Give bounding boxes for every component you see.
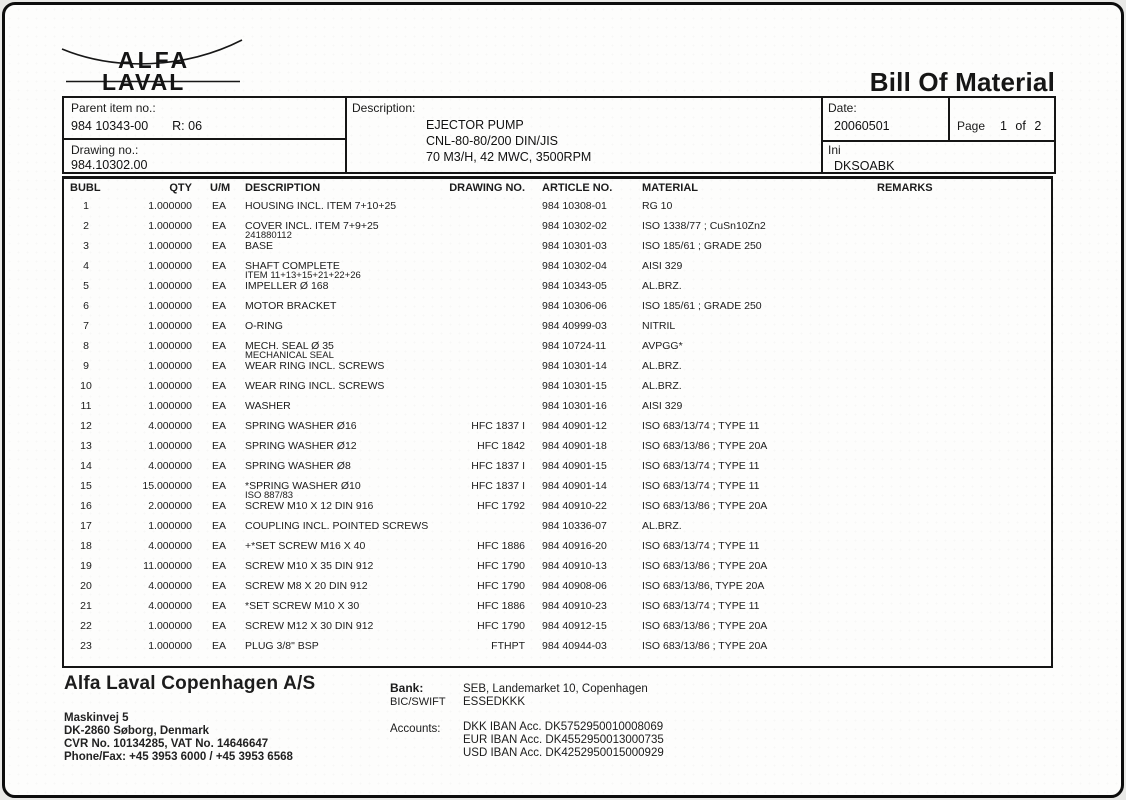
address-line: Maskinvej 5 [64, 712, 129, 724]
table-row [64, 260, 1051, 280]
row-bubl: 13 [80, 440, 92, 452]
row-article-no: 984 40999-03 [542, 320, 607, 332]
row-qty: 1.000000 [148, 520, 192, 532]
row-qty: 4.000000 [148, 580, 192, 592]
row-description [245, 361, 435, 371]
row-bubl: 10 [80, 380, 92, 392]
row-um: EA [212, 460, 227, 472]
description-line: PLUG 3/8" BSP [245, 640, 319, 652]
row-bubl: 9 [83, 360, 89, 372]
row-drawing-no: HFC 1886 [477, 600, 525, 612]
row-description [245, 321, 435, 331]
date-value: 20060501 [834, 119, 890, 133]
row-um: EA [212, 200, 227, 212]
row-description [245, 281, 435, 291]
description-line: 241880112 [245, 230, 292, 241]
row-description [245, 461, 435, 471]
description-line: SPRING WASHER Ø12 [245, 440, 357, 452]
column-header-um: U/M [210, 182, 231, 194]
row-article-no: 984 40901-15 [542, 460, 607, 472]
table-row [64, 300, 1051, 320]
document-header-band [62, 96, 1056, 174]
row-bubl: 5 [83, 280, 89, 292]
description-line: WEAR RING INCL. SCREWS [245, 360, 385, 372]
row-um: EA [212, 360, 227, 372]
row-bubl: 20 [80, 580, 92, 592]
row-drawing-no: HFC 1837 I [471, 420, 525, 432]
description-line: HOUSING INCL. ITEM 7+10+25 [245, 200, 397, 212]
description-line: *SET SCREW M10 X 30 [245, 600, 360, 612]
row-bubl: 2 [83, 220, 89, 232]
row-material: AISI 329 [642, 260, 683, 272]
row-um: EA [212, 580, 227, 592]
row-qty: 1.000000 [148, 380, 192, 392]
row-qty: 1.000000 [148, 400, 192, 412]
description-line: +*SET SCREW M16 X 40 [245, 540, 366, 552]
row-um: EA [212, 600, 227, 612]
row-qty: 4.000000 [148, 460, 192, 472]
bank-value: SEB, Landemarket 10, Copenhagen [463, 683, 648, 695]
row-description [245, 521, 435, 531]
row-description [245, 541, 435, 551]
description-line: MECHANICAL SEAL [245, 350, 334, 361]
table-row [64, 200, 1051, 220]
description-line: SPRING WASHER Ø16 [245, 420, 357, 432]
date-label: Date: [828, 101, 857, 115]
row-description [245, 481, 435, 500]
table-row [64, 420, 1051, 440]
row-um: EA [212, 480, 227, 492]
description-line: COUPLING INCL. POINTED SCREWS [245, 520, 429, 532]
table-row [64, 620, 1051, 640]
column-header-remarks: REMARKS [877, 182, 933, 194]
table-row [64, 440, 1051, 460]
row-material: AVPGG* [642, 340, 683, 352]
description-line: MOTOR BRACKET [245, 300, 337, 312]
row-bubl: 21 [80, 600, 92, 612]
row-drawing-no: HFC 1790 [477, 560, 525, 572]
scanned-page [2, 2, 1124, 798]
row-drawing-no: HFC 1886 [477, 540, 525, 552]
bank-label: Bank: [390, 681, 424, 695]
row-um: EA [212, 540, 227, 552]
row-qty: 1.000000 [148, 280, 192, 292]
row-qty: 1.000000 [148, 300, 192, 312]
row-um: EA [212, 300, 227, 312]
table-row [64, 540, 1051, 560]
row-qty: 4.000000 [148, 420, 192, 432]
row-drawing-no: HFC 1837 I [471, 480, 525, 492]
row-um: EA [212, 380, 227, 392]
row-article-no: 984 10302-02 [542, 220, 607, 232]
row-material: RG 10 [642, 200, 673, 212]
row-qty: 1.000000 [148, 260, 192, 272]
row-um: EA [212, 420, 227, 432]
account-line: USD IBAN Acc. DK4252950015000929 [463, 747, 664, 759]
description-line: 70 M3/H, 42 MWC, 3500RPM [426, 150, 592, 164]
row-article-no: 984 40901-12 [542, 420, 607, 432]
row-article-no: 984 40912-15 [542, 620, 607, 632]
row-article-no: 984 40901-14 [542, 480, 607, 492]
row-drawing-no: HFC 1837 I [471, 460, 525, 472]
row-drawing-no: HFC 1842 [477, 440, 525, 452]
row-qty: 2.000000 [148, 500, 192, 512]
row-article-no: 984 40910-22 [542, 500, 607, 512]
row-bubl: 22 [80, 620, 92, 632]
row-bubl: 8 [83, 340, 89, 352]
table-row [64, 360, 1051, 380]
row-article-no: 984 40901-18 [542, 440, 607, 452]
description-line: MECH. SEAL Ø 35 [245, 340, 334, 352]
row-um: EA [212, 640, 227, 652]
description-line: SCREW M8 X 20 DIN 912 [245, 580, 368, 592]
row-qty: 1.000000 [148, 360, 192, 372]
table-row [64, 220, 1051, 240]
row-description [245, 221, 435, 240]
row-qty: 11.000000 [143, 560, 192, 572]
row-description [245, 401, 435, 411]
description-line: SCREW M12 X 30 DIN 912 [245, 620, 374, 632]
table-row [64, 460, 1051, 480]
row-um: EA [212, 220, 227, 232]
row-description [245, 621, 435, 631]
row-drawing-no: HFC 1790 [477, 580, 525, 592]
divider [948, 98, 950, 140]
column-header-material: MATERIAL [642, 182, 699, 194]
row-material: ISO 683/13/74 ; TYPE 11 [642, 420, 760, 432]
row-material: ISO 683/13/86 ; TYPE 20A [642, 440, 768, 452]
ini-label: Ini [828, 143, 841, 157]
bom-table [62, 176, 1053, 668]
ini-value: DKSOABK [834, 159, 895, 173]
table-row [64, 480, 1051, 500]
row-bubl: 16 [80, 500, 92, 512]
accounts-label: Accounts: [390, 723, 441, 735]
row-material: ISO 683/13/74 ; TYPE 11 [642, 480, 760, 492]
row-um: EA [212, 440, 227, 452]
bom-table-rows [64, 200, 1051, 660]
row-description [245, 301, 435, 311]
row-description [245, 601, 435, 611]
row-qty: 15.000000 [142, 480, 192, 492]
drawing-no-label: Drawing no.: [71, 143, 139, 157]
row-material: ISO 185/61 ; GRADE 250 [642, 240, 762, 252]
row-material: ISO 683/13/74 ; TYPE 11 [642, 600, 760, 612]
row-qty: 1.000000 [148, 240, 192, 252]
alfa-laval-logo-graphic [60, 35, 250, 97]
revision-value: R: 06 [172, 119, 203, 133]
row-article-no: 984 10306-06 [542, 300, 607, 312]
column-header-description: DESCRIPTION [245, 182, 321, 194]
row-description [245, 501, 435, 511]
row-bubl: 18 [80, 540, 92, 552]
row-article-no: 984 10724-11 [542, 340, 607, 352]
page-label: Page [957, 119, 986, 133]
description-line: BASE [245, 240, 274, 252]
account-line: DKK IBAN Acc. DK5752950010008069 [463, 721, 664, 733]
row-article-no: 984 10301-03 [542, 240, 607, 252]
divider [345, 98, 347, 172]
description-line: SCREW M10 X 35 DIN 912 [245, 560, 374, 572]
description-line: ISO 887/83 [245, 490, 294, 501]
bic-swift-label: BIC/SWIFT [390, 696, 446, 708]
column-header-bubl: BUBL [70, 182, 101, 194]
parent-item-label: Parent item no.: [71, 101, 156, 115]
row-article-no: 984 10301-15 [542, 380, 607, 392]
row-qty: 1.000000 [148, 640, 192, 652]
table-row [64, 320, 1051, 340]
row-bubl: 17 [80, 520, 92, 532]
row-qty: 1.000000 [148, 620, 192, 632]
accounts-list [463, 721, 664, 760]
row-material: NITRIL [642, 320, 676, 332]
description-line: O-RING [245, 320, 283, 332]
divider [821, 98, 823, 172]
address-line: DK-2860 Søborg, Denmark [64, 725, 210, 737]
row-qty: 4.000000 [148, 540, 192, 552]
description-line: *SPRING WASHER Ø10 [245, 480, 361, 492]
description-line: WASHER [245, 400, 291, 412]
bic-swift-value: ESSEDKKK [463, 696, 525, 708]
row-material: AL.BRZ. [642, 380, 682, 392]
row-um: EA [212, 280, 227, 292]
company-name: Alfa Laval Copenhagen A/S [64, 673, 316, 694]
parent-item-number: 984 10343-00 [71, 119, 149, 133]
description-line: IMPELLER Ø 168 [245, 280, 329, 292]
logo-word-alfa: ALFA [118, 47, 191, 73]
description-line: ITEM 11+13+15+21+22+26 [245, 270, 361, 281]
row-material: ISO 683/13/74 ; TYPE 11 [642, 460, 760, 472]
table-row [64, 340, 1051, 360]
row-qty: 1.000000 [148, 320, 192, 332]
row-bubl: 6 [83, 300, 89, 312]
row-article-no: 984 40944-03 [542, 640, 607, 652]
description-line: EJECTOR PUMP [426, 118, 524, 132]
description-line: COVER INCL. ITEM 7+9+25 [245, 220, 379, 232]
divider [821, 140, 1054, 142]
row-material: ISO 683/13/86 ; TYPE 20A [642, 620, 768, 632]
row-bubl: 23 [80, 640, 92, 652]
row-material: AL.BRZ. [642, 280, 682, 292]
page-number: 1 of 2 [1000, 119, 1042, 133]
row-drawing-no: FTHPT [491, 640, 525, 652]
row-description [245, 341, 435, 360]
row-article-no: 984 10336-07 [542, 520, 607, 532]
row-article-no: 984 10302-04 [542, 260, 607, 272]
row-article-no: 984 10343-05 [542, 280, 607, 292]
account-line: EUR IBAN Acc. DK4552950013000735 [463, 734, 664, 746]
row-um: EA [212, 320, 227, 332]
row-description [245, 261, 435, 280]
description-line: CNL-80-80/200 DIN/JIS [426, 134, 559, 148]
row-bubl: 3 [83, 240, 89, 252]
row-material: AL.BRZ. [642, 520, 682, 532]
parent-item-value [71, 119, 202, 133]
table-row [64, 560, 1051, 580]
row-article-no: 984 10301-14 [542, 360, 607, 372]
row-material: AL.BRZ. [642, 360, 682, 372]
row-description [245, 241, 435, 251]
bom-table-header [64, 182, 1051, 197]
row-um: EA [212, 520, 227, 532]
row-um: EA [212, 340, 227, 352]
row-bubl: 14 [80, 460, 92, 472]
row-bubl: 15 [80, 480, 92, 492]
row-bubl: 1 [83, 200, 89, 212]
table-row [64, 640, 1051, 660]
row-description [245, 441, 435, 451]
row-um: EA [212, 240, 227, 252]
description-line: SPRING WASHER Ø8 [245, 460, 351, 472]
table-row [64, 600, 1051, 620]
row-description [245, 421, 435, 431]
row-bubl: 7 [83, 320, 89, 332]
row-drawing-no: HFC 1790 [477, 620, 525, 632]
column-header-article-no: ARTICLE NO. [542, 182, 613, 194]
row-material: ISO 1338/77 ; CuSn10Zn2 [642, 220, 766, 232]
row-article-no: 984 40910-23 [542, 600, 607, 612]
row-material: ISO 683/13/86, TYPE 20A [642, 580, 765, 592]
table-row [64, 240, 1051, 260]
row-um: EA [212, 260, 227, 272]
row-article-no: 984 40908-06 [542, 580, 607, 592]
row-bubl: 4 [83, 260, 89, 272]
row-bubl: 12 [80, 420, 92, 432]
address-line: CVR No. 10134285, VAT No. 14646647 [64, 738, 269, 750]
row-qty: 1.000000 [148, 340, 192, 352]
row-qty: 1.000000 [148, 200, 192, 212]
description-line: SHAFT COMPLETE [245, 260, 340, 272]
row-qty: 4.000000 [148, 600, 192, 612]
row-article-no: 984 10301-16 [542, 400, 607, 412]
row-um: EA [212, 400, 227, 412]
alfa-laval-logo [60, 35, 250, 97]
row-um: EA [212, 500, 227, 512]
column-header-qty: QTY [169, 182, 192, 194]
row-qty: 1.000000 [148, 220, 192, 232]
table-row [64, 400, 1051, 420]
row-material: ISO 185/61 ; GRADE 250 [642, 300, 762, 312]
column-header-drawing-no: DRAWING NO. [449, 182, 525, 194]
drawing-no-value: 984.10302.00 [71, 158, 148, 172]
divider [64, 138, 345, 140]
row-description [245, 561, 435, 571]
row-bubl: 11 [80, 400, 92, 412]
row-material: ISO 683/13/86 ; TYPE 20A [642, 500, 768, 512]
table-row [64, 580, 1051, 600]
row-um: EA [212, 620, 227, 632]
row-description [245, 581, 435, 591]
row-qty: 1.000000 [148, 440, 192, 452]
row-material: ISO 683/13/86 ; TYPE 20A [642, 560, 768, 572]
table-row [64, 380, 1051, 400]
row-article-no: 984 40910-13 [542, 560, 607, 572]
row-article-no: 984 40916-20 [542, 540, 607, 552]
company-address [64, 712, 293, 764]
logo-word-laval: LAVAL [102, 69, 186, 95]
description-line: SCREW M10 X 12 DIN 916 [245, 500, 374, 512]
row-drawing-no: HFC 1792 [477, 500, 525, 512]
row-um: EA [212, 560, 227, 572]
row-bubl: 19 [80, 560, 92, 572]
row-material: ISO 683/13/86 ; TYPE 20A [642, 640, 768, 652]
table-row [64, 280, 1051, 300]
row-description [245, 641, 435, 651]
row-material: ISO 683/13/74 ; TYPE 11 [642, 540, 760, 552]
page-title: Bill Of Material [869, 67, 1055, 97]
address-line: Phone/Fax: +45 3953 6000 / +45 3953 6568 [64, 751, 293, 763]
description-label: Description: [352, 101, 416, 115]
table-row [64, 500, 1051, 520]
row-material: AISI 329 [642, 400, 683, 412]
table-row [64, 520, 1051, 540]
description-line: WEAR RING INCL. SCREWS [245, 380, 385, 392]
row-article-no: 984 10308-01 [542, 200, 607, 212]
row-description [245, 381, 435, 391]
row-description [245, 201, 435, 211]
